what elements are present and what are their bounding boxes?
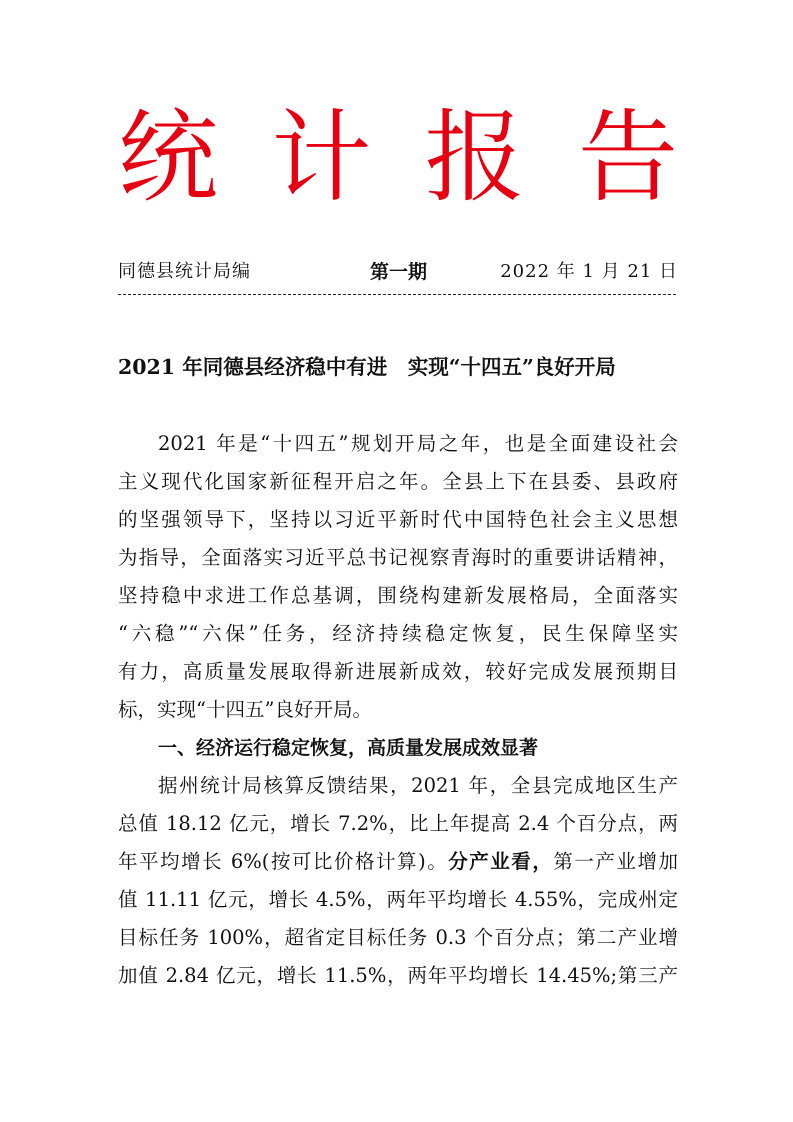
issue-date: 2022 年 1 月 21 日	[500, 261, 678, 282]
issue-editor: 同德县统计局编	[118, 261, 251, 282]
bold-phrase: 分产业看，	[448, 850, 554, 873]
masthead-char: 计	[271, 99, 372, 216]
masthead-title	[118, 99, 678, 216]
paragraph-line: 据州统计局核算反馈结果，2021 年，全县完成地区生产	[158, 774, 678, 797]
line-text: 第一产业增加	[553, 850, 678, 873]
masthead-char: 统	[118, 99, 218, 216]
masthead-char: 告	[577, 99, 678, 216]
paragraph-line: 主义现代化国家新征程开启之年。全县上下在县委、县政府	[118, 470, 678, 493]
paragraph-line: 坚持稳中求进工作总基调，围绕构建新发展格局，全面落实	[118, 584, 678, 607]
paragraph-line: 标，实现“十四五”良好开局。	[118, 698, 372, 721]
paragraph-line-mixed	[118, 843, 678, 881]
masthead-char: 报	[424, 99, 525, 216]
dashed-divider	[118, 294, 676, 295]
paragraph-line: 的坚强领导下，坚持以习近平新时代中国特色社会主义思想	[118, 508, 678, 531]
article-body	[118, 425, 678, 995]
paragraph-line: 有力，高质量发展取得新进展新成效，较好完成发展预期目	[118, 660, 678, 683]
paragraph-line: 2021 年是“十四五”规划开局之年，也是全面建设社会	[158, 432, 678, 455]
issue-info-line	[118, 258, 678, 286]
paragraph-line: “六稳”“六保”任务，经济持续稳定恢复，民生保障坚实	[118, 622, 678, 645]
article-title: 2021 年同德县经济稳中有进 实现“十四五”良好开局	[118, 355, 616, 379]
paragraph-line: 目标任务 100%，超省定目标任务 0.3 个百分点；第二产业增	[118, 926, 678, 949]
paragraph-line: 总值 18.12 亿元，增长 7.2%，比上年提高 2.4 个百分点，两	[118, 812, 678, 835]
section-heading: 一、经济运行稳定恢复，高质量发展成效显著	[158, 737, 539, 759]
line-text: 年平均增长 6%(按可比价格计算)。	[118, 850, 449, 873]
paragraph-line: 为指导，全面落实习近平总书记视察青海时的重要讲话精神，	[118, 546, 678, 569]
paragraph-line: 值 11.11 亿元，增长 4.5%，两年平均增长 4.55%，完成州定	[118, 888, 678, 911]
issue-number: 第一期	[370, 261, 428, 283]
paragraph-line: 加值 2.84 亿元，增长 11.5%，两年平均增长 14.45%;第三产	[118, 964, 678, 987]
